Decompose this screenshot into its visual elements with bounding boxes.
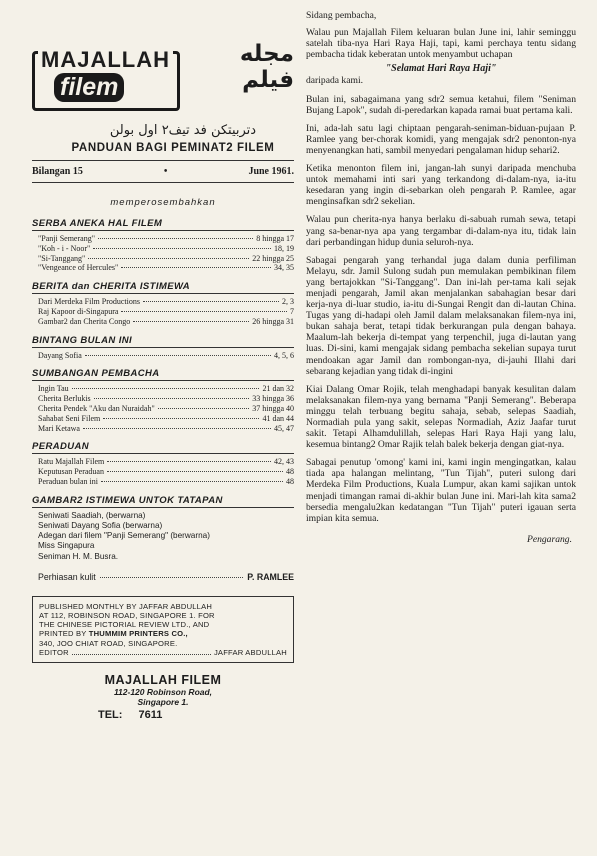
section-heading: GAMBAR2 ISTIMEWA UNTOK TATAPAN (32, 495, 294, 508)
issue-bullet: • (163, 166, 168, 177)
issue-number: Bilangan 15 (32, 166, 83, 177)
address-block (32, 673, 294, 721)
address-line: Singapore 1. (137, 696, 189, 707)
logo-bottom-text: filem (54, 73, 124, 102)
jawi-subtitle: دتربيتكن فد تيف٢ اول بولن (109, 123, 257, 138)
publisher-line: AT 112, ROBINSON ROAD, SINGAPORE 1. FOR (39, 610, 215, 620)
issue-date: June 1961. (248, 166, 294, 177)
cover-credit (32, 572, 294, 582)
section-sumbangan (32, 368, 294, 433)
toc-item: Keputusan Peraduan 48 (38, 467, 294, 477)
signature: Pengarang. (526, 533, 572, 545)
jawi-title-line-2: فيلم (242, 67, 294, 93)
contents-column (32, 35, 294, 721)
paragraph: Walau pun cherita-nya hanya berlaku di-sabuah rumah sewa, tetapi yang sa-benar-nya apa yang tergambar di-dalam-nya itu, tidak lain dari perbandingan hidup dunia seluroh-nya. (306, 214, 576, 248)
paragraph: Walau pun Majallah Filem keluaran bulan June ini, lahir seminggu satelah tiba-nya Hari Raya Haji, tapi, kami perchaya tentu sidang pembacha tidak keberatan untok menyambut uchapan (306, 27, 576, 61)
section-berita (32, 281, 294, 326)
toc-item: Dayang Sofia 4, 5, 6 (38, 350, 294, 360)
jawi-title-line-1: مجله (239, 41, 294, 67)
section-bintang (32, 335, 294, 361)
address-name: MAJALLAH FILEM (104, 672, 222, 687)
telephone: TEL: 7611 (98, 708, 163, 721)
issue-line (32, 166, 294, 177)
tagline: PANDUAN BAGI PEMINAT2 FILEM (71, 142, 275, 154)
toc-item: Sahabat Seni Filem 41 dan 44 (38, 413, 294, 423)
publisher-line: THE CHINESE PICTORIAL REVIEW LTD., AND (39, 620, 210, 630)
publisher-line: 340, JOO CHIAT ROAD, SINGAPORE. (39, 638, 178, 648)
section-heading: BINTANG BULAN INI (32, 335, 294, 348)
paragraph: Ini, ada-lah satu lagi chiptaan pengarah-seniman-biduan-pujaan P. Ramlee yang ber-chorak komidi, yang mengajak sdr2 penonton-nya menyenangkan hati, sambil menyedari pengalaman hidup sehari2. (306, 122, 576, 156)
toc-item: Mari Ketawa 45, 47 (38, 423, 294, 433)
editorial-column (306, 10, 576, 552)
section-heading: SERBA ANEKA HAL FILEM (32, 218, 294, 231)
divider (32, 160, 294, 161)
jawi-title (222, 41, 294, 93)
paragraph: Ketika menonton filem ini, jangan-lah sunyi daripada menchuba untok memahami inti sari yang terkandong di-dalam-nya, ia-itu kesedaran yang ingin di-sebarkan oleh pengarah P. Ramlee, agar menginsafkan sdr2 sekelian. (306, 163, 576, 208)
salutation: Sidang pembacha, (306, 10, 377, 21)
section-peraduan (32, 441, 294, 486)
paragraph: Sabagai penutup 'omong' kami ini, kami ingin mengingatkan, kalau tiada apa halangan melintang, "Tun Tijah", puteri sulong dari Merdeka Film Productions, Kuala Lumpur, akan kami sajikan untok menjadi timangan ramai di-akhir bulan June ini. Mari-lah kita sama2 bersedia mengalu2kan kedatangan "Tun Tijah" puteri igauan serta impian kita semua. (306, 457, 576, 524)
list-item: Adegan dari filem "Panji Semerang" (berwarna) (38, 531, 210, 541)
section-heading: SUMBANGAN PEMBACHA (32, 368, 294, 381)
list-item: Seniwati Saadiah, (berwarna) (38, 510, 146, 520)
toc-item: Peraduan bulan ini 48 (38, 476, 294, 486)
toc-item: Cherita Pendek "Aku dan Nuraidah" 37 hingga 40 (38, 403, 294, 413)
publisher-line: PRINTED BY THUMMIM PRINTERS CO., (39, 629, 188, 639)
paragraph: Kiai Dalang Omar Rojik, telah menghadapi banyak kesulitan dalam melaksanakan filem-nya yang bernama "Panji Semerang". Beberapa minggu telah terbuang begitu sahaja, sebab, selepas Saadiah, Normadiah pula yang sakit, selepas Normadiah, Aziz Jaafar turut sakit. Tetapi Alhamdulillah, selepas Hari Raya Haji yang lalu, kesemua bintang2 Omar Rajik telah balek bekerja dengan giat-nya. (306, 383, 576, 451)
section-heading: BERITA dan CHERITA ISTIMEWA (32, 281, 294, 294)
masthead (32, 35, 294, 121)
divider (32, 182, 294, 183)
paragraph: Sabagai pengarah yang terhandal juga dalam dunia perfiliman Melayu, sdr. Jamil Sulong sudah pun memulakan pembikinan filem yang bertajokkan "Si-Tanggang". Dan ini-lah per-tama kali sejak menjadi pengarah, Jamil akan menjalankan sabahagian besar dari kerja-nya di-luar studio, ia-itu di-Sungai Rengit dan di-lautan China. Tugas yang di-hadapi oleh Jamil dalam melaksanakan filem-nya ini, bukan sahaja berat, tetapi tidak berkurangan pula dengan bahaya. Maalum-lah bekerja di-tempat yang terpenchil, juga di-lautan yang luas. Di-sini, kami mengajak sidang pembacha sekelian supaya turut mendoakan agar Jamil dan rombongan-nya, di-jauhi Illahi dari sebarang kejadian yang tidak di-ingini (306, 254, 576, 377)
majallah-filem-logo (32, 45, 176, 107)
toc-item: "Si-Tanggang" 22 hingga 25 (38, 253, 294, 263)
toc-item: Dari Merdeka Film Productions 2, 3 (38, 297, 294, 307)
toc-item: "Panji Semerang" 8 hingga 17 (38, 234, 294, 243)
paragraph: daripada kami. (306, 75, 364, 87)
list-item: Seniwati Dayang Sofia (berwarna) (38, 520, 163, 530)
list-item: Seniman H. M. Busra. (38, 551, 119, 561)
toc-item: "Vengeance of Hercules" 34, 35 (38, 263, 294, 273)
toc-item: Cherita Berlukis 33 hingga 36 (38, 394, 294, 404)
paragraph: Bulan ini, sabagaimana yang sdr2 semua ketahui, filem "Seniman Bujang Lapok", sudah di-peredarkan kapada ramai buat pertama kali. (306, 93, 576, 116)
toc-item: Raj Kapoor di-Singapura 7 (38, 306, 294, 316)
cover-label: Perhiasan kulit (38, 571, 96, 582)
list-item: Miss Singapura (38, 541, 95, 551)
toc-item: Ingin Tau 21 dan 32 (38, 384, 294, 394)
toc-item: "Koh - i - Noor" 18, 19 (38, 243, 294, 253)
section-serba-aneka (32, 218, 294, 273)
toc-item: Ratu Majallah Filem 42, 43 (38, 457, 294, 467)
presents-label: memperosembahkan (110, 197, 216, 208)
publisher-line: PUBLISHED MONTHLY BY JAFFAR ABDULLAH (39, 601, 213, 611)
logo-top-text: MAJALLAH (38, 47, 173, 73)
editor-line: EDITOR JAFFAR ABDULLAH (39, 647, 287, 657)
cover-value: P. RAMLEE (247, 571, 294, 582)
section-gambar (32, 495, 294, 562)
toc-item: Gambar2 dan Cherita Congo 26 hingga 31 (38, 316, 294, 326)
section-heading: PERADUAN (32, 441, 294, 454)
address-line: 112-120 Robinson Road, (113, 686, 213, 697)
greeting: "Selamat Hari Raya Haji" (385, 63, 497, 75)
publisher-box (32, 596, 294, 663)
